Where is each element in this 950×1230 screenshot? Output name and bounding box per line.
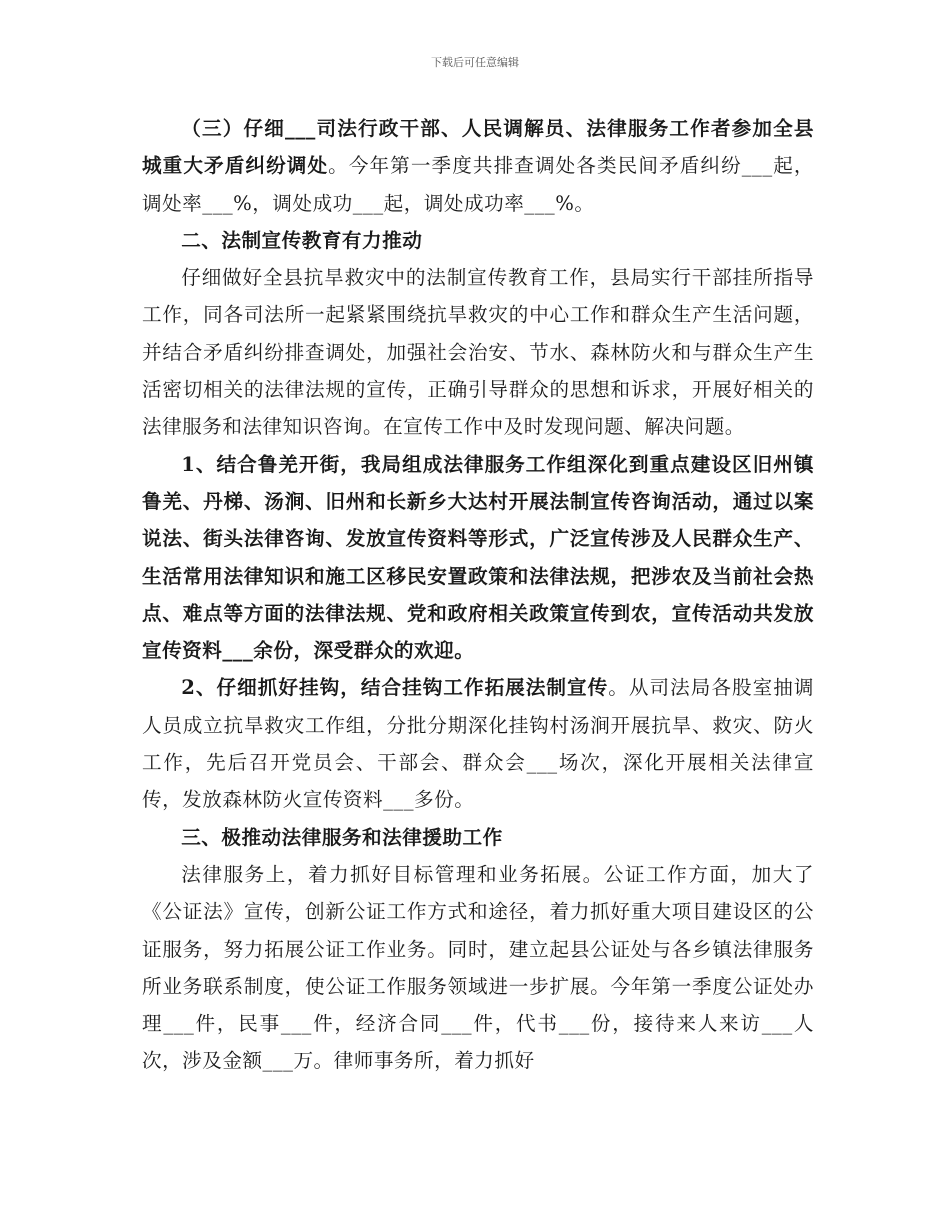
- paragraph-text: 。今年第一季度共排查调处各类民间矛盾纠纷___起，调处率___%，调处成功___起，调处成功率___%。: [142, 154, 815, 215]
- section-heading-legal-publicity: 二、法制宣传教育有力推动: [181, 228, 423, 252]
- paragraph-legal-services: 法律服务上，着力抓好目标管理和业务拓展。公证工作方面，加大了《公证法》宣传，创新公证工作方式和途径，着力抓好重大项目建设区的公证服务，努力拓展公证工作业务。同时，建立起县公证处与各乡镇法律服务所业务联系制度，使公证工作服务领域进一步扩展。今年第一季度公证处办理___件，民事___件，经济合同___件，代书___份，接待来人来访___人次，涉及金额___万。律师事务所，着力抓好: [142, 862, 814, 1073]
- section-heading-legal-services: 三、极推动法律服务和法律援助工作: [181, 825, 503, 849]
- paragraph-text: 。从司法局各股室抽调人员成立抗旱救灾工作组，分批分期深化挂钩村汤涧开展抗旱、救灾、防火工作，先后召开党员会、干部会、群众会___场次，深化开展相关法律宣传，发放森林防火宣传资料___多份。: [142, 676, 814, 812]
- document-body: [142, 110, 814, 1080]
- paragraph-legal-publicity: 仔细做好全县抗旱救灾中的法制宣传教育工作，县局实行干部挂所指导工作，同各司法所一起紧紧围绕抗旱救灾的中心工作和群众生产生活问题，并结合矛盾纠纷排查调处，加强社会治安、节水、森林防火和与群众生产生活密切相关的法律法规的宣传，正确引导群众的思想和诉求，开展好相关的法律服务和法律知识咨询。在宣传工作中及时发现问题、解决问题。: [142, 266, 814, 439]
- paragraph-pairing-work: [142, 669, 814, 818]
- paragraph-lead-bold: 2、仔细抓好挂钩，结合挂钩工作拓展法制宣传: [181, 676, 609, 700]
- paragraph-dispute-mediation: [142, 110, 814, 222]
- page-header: 下载后可任意编辑: [431, 56, 519, 69]
- paragraph-lead-bold: （三）仔细___司法行政干部、人民调解员、法律服务工作者参加全县城重大矛盾纠纷调处: [142, 117, 814, 178]
- paragraph-luqiang-street: 1、结合鲁羌开街，我局组成法律服务工作组深化到重点建设区旧州镇鲁羌、丹梯、汤涧、旧州和长新乡大达村开展法制宣传咨询活动，通过以案说法、街头法律咨询、发放宣传资料等形式，广泛宣传涉及人民群众生产、生活常用法律知识和施工区移民安置政策和法律法规，把涉农及当前社会热点、难点等方面的法律法规、党和政府相关政策宣传到农，宣传活动共发放宣传资料___余份，深受群众的欢迎。: [142, 452, 814, 663]
